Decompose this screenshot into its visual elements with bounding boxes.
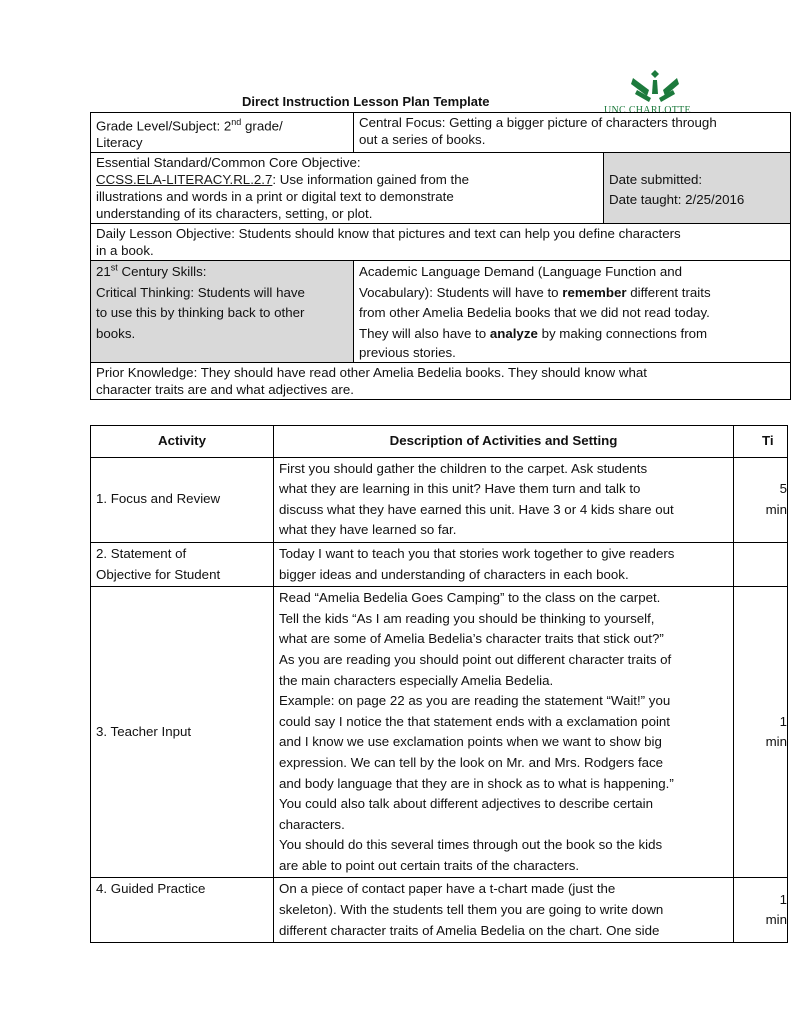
central-focus-line-1: Central Focus: Getting a bigger picture of characters through	[359, 115, 717, 130]
table-row	[91, 457, 788, 542]
keyword-remember: remember	[562, 284, 627, 300]
skills-text-1: Critical Thinking: Students will have	[96, 284, 305, 300]
standard-code-link[interactable]: CCSS.ELA-LITERACY.RL.2.7	[96, 172, 273, 188]
skills-number: 21	[96, 264, 111, 280]
daily-objective-line-1: Daily Lesson Objective: Students should know that pictures and text can help you define characters	[96, 226, 681, 242]
daily-objective-cell	[91, 224, 791, 261]
standard-text-3: understanding of its characters, setting, or plot.	[96, 206, 373, 222]
skills-ordinal: st	[110, 263, 118, 273]
description-line: Tell the kids “As I am reading you should be thinking to yourself,	[279, 610, 655, 626]
description-line: are able to point out certain traits of the characters.	[279, 857, 580, 873]
grade-rest: grade/	[241, 118, 283, 134]
description-column-header: Description of Activities and Setting	[274, 426, 734, 458]
time-cell	[734, 878, 788, 943]
grade-ordinal: nd	[231, 117, 242, 127]
description-line: On a piece of contact paper have a t-chart made (just the	[279, 881, 616, 897]
description-cell	[274, 878, 734, 943]
standard-cell	[91, 153, 604, 224]
table-row	[91, 542, 788, 586]
logo-wordmark: UNC CHARLOTTE	[604, 105, 691, 116]
description-line: what are some of Amelia Bedelia’s character traits that stick out?”	[279, 631, 664, 647]
description-line: could say I notice the that statement ends with a exclamation point	[279, 713, 671, 729]
description-line: discuss what they have earned this unit. Have 3 or 4 kids share out	[279, 501, 674, 517]
description-line: skeleton). With the students tell them you are going to write down	[279, 902, 664, 918]
time-value: 5	[779, 481, 787, 497]
description-line: Today I want to teach you that stories work together to give readers	[279, 545, 675, 561]
grade-label: Grade Level/Subject: 2	[96, 118, 232, 134]
language-text-2c: different traits	[626, 284, 711, 300]
activity-label-line: 2. Statement of	[96, 545, 187, 561]
skills-text-3: books.	[96, 325, 136, 341]
academic-language-cell	[354, 261, 791, 363]
prior-knowledge-cell	[91, 363, 791, 400]
skills-heading: Century Skills:	[117, 264, 207, 280]
time-value: 1	[779, 891, 787, 907]
description-line: bigger ideas and understanding of characters in each book.	[279, 566, 629, 582]
dates-cell	[604, 153, 791, 224]
grade-level-cell	[91, 113, 354, 153]
prior-knowledge-line-2: character traits are and what adjectives are.	[96, 382, 354, 398]
description-line: Read “Amelia Bedelia Goes Camping” to the class on the carpet.	[279, 590, 661, 606]
language-text-4a: They will also have to	[359, 325, 490, 341]
description-line: different character traits of Amelia Bedelia on the chart. One side	[279, 922, 660, 938]
time-cell	[734, 587, 788, 878]
language-text-2a: Vocabulary): Students will have to	[359, 284, 563, 300]
subject-label: Literacy	[96, 135, 143, 151]
activity-teacher-input: 3. Teacher Input	[91, 587, 274, 878]
description-line: As you are reading you should point out different character traits of	[279, 651, 672, 667]
description-line: what they have learned so far.	[279, 522, 457, 538]
skills-text-2: to use this by thinking back to other	[96, 305, 305, 321]
activity-label-line: Objective for Student	[96, 566, 221, 582]
standard-text-2: illustrations and words in a print or digital text to demonstrate	[96, 189, 454, 205]
description-line: First you should gather the children to the carpet. Ask students	[279, 460, 648, 476]
table-row	[91, 587, 788, 878]
description-line: and body language that they are in shock as to what is happening.”	[279, 775, 674, 791]
description-line: characters.	[279, 816, 345, 832]
time-cell	[734, 542, 788, 586]
description-line: Example: on page 22 as you are reading the statement “Wait!” you	[279, 693, 671, 709]
description-line: the main characters especially Amelia Bedelia.	[279, 672, 554, 688]
description-cell	[274, 457, 734, 542]
time-unit: min	[765, 912, 787, 928]
table-row	[91, 878, 788, 943]
date-submitted: Date submitted:	[609, 171, 703, 187]
description-cell	[274, 587, 734, 878]
central-focus-line-2: out a series of books.	[359, 132, 486, 147]
central-focus-cell	[354, 113, 791, 153]
lesson-plan-info-table	[90, 112, 791, 400]
language-text-1: Academic Language Demand (Language Function and	[359, 264, 683, 280]
time-unit: min	[765, 734, 787, 750]
standard-heading: Essential Standard/Common Core Objective:	[96, 155, 361, 171]
description-line: what they are learning in this unit? Have them turn and talk to	[279, 481, 641, 497]
activities-table	[90, 425, 788, 943]
description-line: You could also talk about different adjectives to describe certain	[279, 796, 654, 812]
description-line: expression. We can tell by the look on Mr. and Mrs. Rodgers face	[279, 754, 664, 770]
activity-column-header: Activity	[91, 426, 274, 458]
language-text-3: from other Amelia Bedelia books that we did not read today.	[359, 305, 710, 321]
activity-guided-practice: 4. Guided Practice	[91, 878, 274, 943]
document-title: Direct Instruction Lesson Plan Template	[242, 94, 490, 109]
time-column-header: Ti	[734, 426, 788, 458]
prior-knowledge-line-1: Prior Knowledge: They should have read other Amelia Bedelia books. They should know what	[96, 365, 647, 381]
language-text-5: previous stories.	[359, 345, 456, 361]
description-line: and I know we use exclamation points when we want to show big	[279, 734, 662, 750]
keyword-analyze: analyze	[489, 325, 538, 341]
date-taught: Date taught: 2/25/2016	[609, 191, 745, 207]
daily-objective-line-2: in a book.	[96, 243, 154, 259]
time-unit: min	[765, 501, 787, 517]
language-text-4c: by making connections from	[537, 325, 708, 341]
time-cell	[734, 457, 788, 542]
activity-focus-review: 1. Focus and Review	[91, 457, 274, 542]
century-skills-cell	[91, 261, 354, 363]
activity-statement-objective	[91, 542, 274, 586]
description-line: You should do this several times through out the book so the kids	[279, 837, 663, 853]
time-value: 1	[779, 713, 787, 729]
standard-text-1: : Use information gained from the	[272, 172, 469, 188]
description-cell	[274, 542, 734, 586]
